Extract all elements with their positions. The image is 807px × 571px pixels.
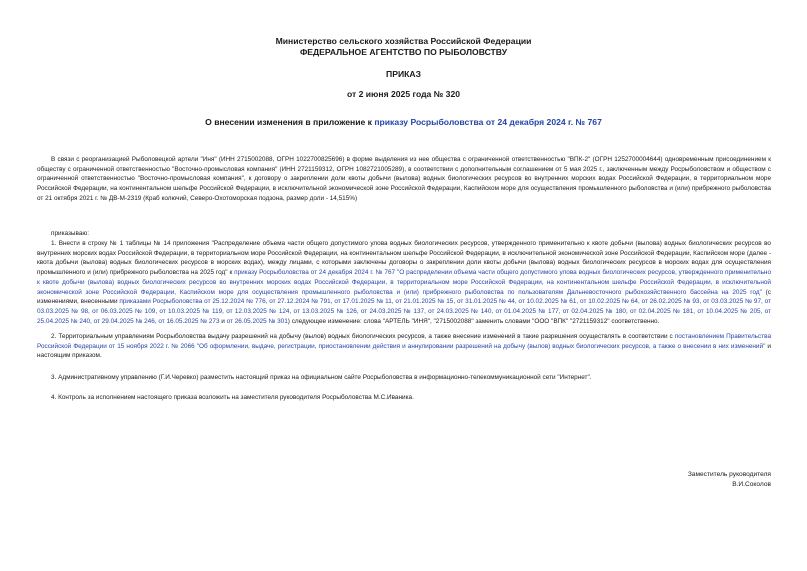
item-1-text-2: (с изменениями, внесенными (37, 288, 771, 306)
item-2-text-2: и настоящим приказом. (37, 342, 771, 360)
document-title (0, 117, 807, 128)
ministry-name: Министерство сельского хозяйства Российской Федерации (275, 36, 532, 46)
order-767-link[interactable]: приказу Росрыболовства от 24 декабря 2024 г. № 767 "О распределении объема части общего допустимого улова водных биологических ресурсов, утвержденного применительно к квоте добычи (вылова) водных биологических ресурсов во внутренних морских водах Российской Федерации, в территориальном море Российской Федерации, на континентальном шельфе Российской Федерации, в исключительной экономической зоне Российской Федерации, Каспийском море для осуществления промышленного рыболовства и (или) прибрежного рыболовства по пользователям Дальневосточного рыбохозяйственного бассейна на 2025 год" (37, 269, 772, 296)
signature-name: В.И.Соколов (732, 481, 771, 488)
document-date-number: от 2 июня 2025 года № 320 (346, 89, 461, 99)
order-word: приказываю: (51, 230, 89, 237)
government-decree-link[interactable]: постановлением Правительства Российской Федерации от 15 ноября 2022 г. № 2066 "Об оформлении, выдаче, регистрации, приостановлении действия и аннулировании разрешений на добычу (вылов) водных биологических ресурсов, а также о внесении в них изменений" (37, 333, 772, 350)
title-text: О внесении изменения в приложение к (205, 117, 375, 127)
item-1-text-4: ) следующее изменение: слова "АРТЕЛЬ "ИНЯ", "2715002088" заменить словами "ООО "ВПК" "2721159312" соответственно. (287, 317, 660, 325)
item-4-paragraph: 4. Контроль за исполнением настоящего приказа возложить на заместителя руководителя Росрыболовства М.С.Иваника. (51, 394, 414, 401)
item-1-paragraph (37, 239, 771, 326)
amending-orders-link[interactable]: приказами Росрыболовства от 25.12.2024 № 776, от 27.12.2024 № 791, от 17.01.2025 № 11, от 21.01.2025 № 15, от 31.01.2025 № 44, от 10.02.2025 № 61, от 10.02.2025 № 64, от 26.02.2025 № 93, от 03.03.2025 № 97, от 03.03.2025 № 98, от 06.03.2025 № 109, от 10.03.2025 № 119, от 12.03.2025 № 124, от 13.03.2025 № 126, от 24.03.2025 № 137, от 24.03.2025 № 140, от 01.04.2025 № 177, от 02.04.2025 № 180, от 02.04.2025 № 181, от 10.04.2025 № 205, от 25.04.2025 № 240, от 29.04.2025 № 246, от 16.05.2025 № 273 (37, 298, 771, 325)
order-301-link[interactable]: от 26.05.2025 № 301 (226, 317, 288, 325)
document-type: ПРИКАЗ (386, 69, 421, 79)
agency-name: ФЕДЕРАЛЬНОЕ АГЕНТСТВО ПО РЫБОЛОВСТВУ (299, 47, 508, 57)
item-2-text: 2. Территориальным управлениям Росрыболовства выдачу разрешений на добычу (вылов) водных биологических ресурсов, а также внесение изменений в такие разрешения осуществлять в соответствии с (51, 333, 675, 340)
item-2-paragraph (37, 332, 771, 361)
item-1-text: 1. Внести в строку № 1 таблицы № 14 приложения "Распределение объема части общего допустимого улова водных биологических ресурсов, утвержденного применительно к квоте добычи (вылова) водных биологических ресурсов во внутренних морских водах Российской Федерации, в территориальном море Российской Федерации, на континентальном шельфе Российской Федерации, в исключительной экономической зоне Российской Федерации, Каспийском море (далее - квота добычи (вылова) водных биологических ресурсов в морских водах), между лицами, с которыми заключены договоры о закреплении доли квоты добычи (вылова) водных биологических ресурсов в морских водах для осуществления промышленного и (или) прибрежного рыболовства на 2025 год" к (37, 240, 771, 277)
title-order-link[interactable]: приказу Росрыболовства от 24 декабря 2024 г. № 767 (374, 117, 602, 127)
signature-position: Заместитель руководителя (687, 471, 771, 478)
preamble-paragraph: В связи с реорганизацией Рыболовецкой артели "Иня" (ИНН 2715002088, ОГРН 1022700825696) в форме выделения из нее общества с ограниченной ответственностью "ВПК-2" (ОГРН 1252700004644) одновременным присоединением к обществу с ограниченной ответственностью "Восточно-промысловая компания" (ИНН 2721159312, ОГРН 1082721005289), в соответствии с дополнительным соглашением от 5 мая 2025 г., заключенным между Росрыболовством и обществом с ограниченной ответственностью "Восточно-промысловая компания", к договору о закреплении доли квоты добычи (вылова) водных биологических ресурсов во внутренних морских водах Российской Федерации, в территориальном море Российской Федерации, на континентальном шельфе Российской Федерации, в исключительной экономической зоне Российской Федерации, Каспийском море для осуществления промышленного рыболовства и (или) прибрежного рыболовства от 21 октября 2021 г. № ДВ-М-2319 (Краб колючий, Северо-Охотоморская подзона, размер доли - 14,515%) (37, 156, 771, 202)
item-1-text-3: и (219, 317, 227, 325)
item-3-paragraph: 3. Административному управлению (Г.И.Черевко) разместить настоящий приказ на официальном сайте Росрыболовства в информационно-телекоммуникационной сети "Интернет". (51, 374, 592, 381)
